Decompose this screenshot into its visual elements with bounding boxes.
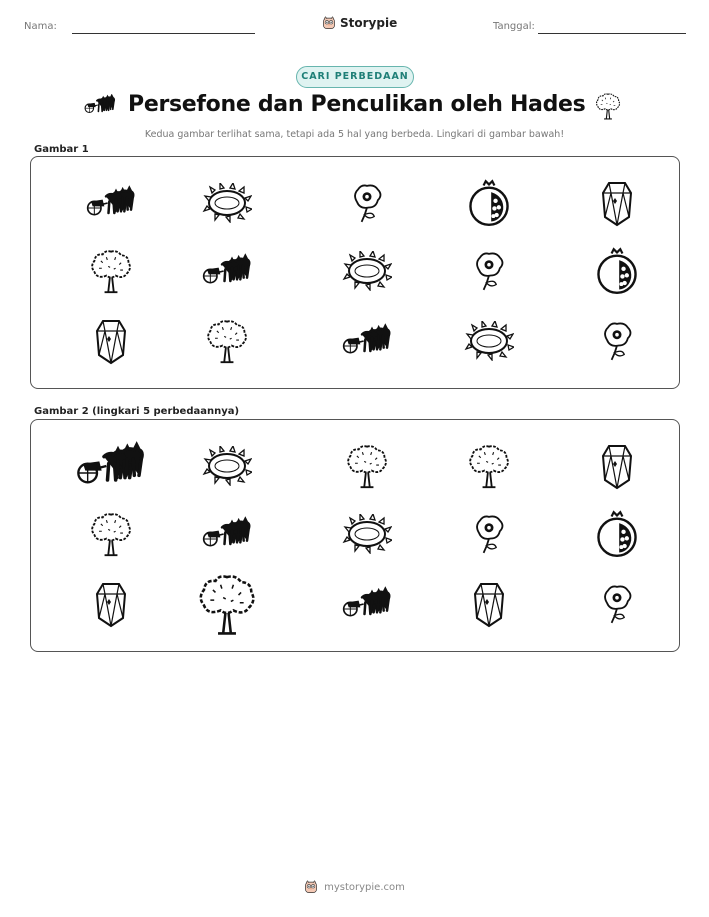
grid-cell[interactable]	[88, 510, 134, 558]
brand-name: Storypie	[340, 16, 398, 30]
flower-icon	[599, 318, 635, 364]
grid-cell[interactable]	[342, 514, 392, 554]
grid-cell	[86, 185, 136, 221]
footer	[0, 880, 709, 894]
grid-cell	[599, 318, 635, 364]
grid-cell	[471, 248, 507, 294]
chariot-icon	[342, 323, 392, 359]
name-label: Nama:	[24, 21, 57, 32]
brand-logo	[322, 16, 397, 30]
tree-icon	[195, 570, 259, 638]
wreath-icon	[464, 321, 514, 361]
grid-cell	[204, 317, 250, 365]
grid-cell[interactable]	[599, 442, 635, 490]
activity-badge: CARI PERBEDAAN	[296, 66, 414, 88]
grid-cell	[342, 251, 392, 291]
crystal-icon	[93, 317, 129, 365]
crystal-icon	[471, 580, 507, 628]
grid-cell[interactable]	[595, 510, 639, 558]
name-field[interactable]	[72, 33, 255, 34]
wreath-icon	[202, 183, 252, 223]
picture1-label: Gambar 1	[34, 144, 89, 155]
grid-cell	[464, 321, 514, 361]
picture2-panel[interactable]	[30, 419, 680, 652]
pomegranate-icon	[595, 247, 639, 295]
grid-cell	[467, 179, 511, 227]
grid-cell	[202, 253, 252, 289]
owl-icon	[322, 16, 336, 30]
flower-icon	[471, 248, 507, 294]
pomegranate-icon	[595, 510, 639, 558]
grid-cell	[599, 179, 635, 227]
flower-icon	[349, 180, 385, 226]
picture2-label: Gambar 2 (lingkari 5 perbedaannya)	[34, 406, 240, 417]
footer-url: mystorypie.com	[324, 881, 405, 893]
chariot-icon	[84, 94, 116, 116]
grid-cell[interactable]	[93, 580, 129, 628]
worksheet-header	[0, 16, 709, 40]
grid-cell[interactable]	[342, 586, 392, 622]
grid-cell	[595, 247, 639, 295]
chariot-icon	[342, 586, 392, 622]
grid-cell[interactable]	[195, 570, 259, 638]
crystal-icon	[599, 179, 635, 227]
wreath-icon	[342, 514, 392, 554]
grid-cell[interactable]	[599, 581, 635, 627]
chariot-icon	[76, 440, 146, 492]
tree-icon	[344, 442, 390, 490]
flower-icon	[599, 581, 635, 627]
tree-icon	[204, 317, 250, 365]
grid-cell[interactable]	[466, 442, 512, 490]
grid-cell[interactable]	[344, 442, 390, 490]
flower-icon	[471, 511, 507, 557]
owl-icon	[304, 880, 318, 894]
grid-cell	[342, 323, 392, 359]
wreath-icon	[202, 446, 252, 486]
grid-cell[interactable]	[76, 440, 146, 492]
chariot-icon	[86, 185, 136, 221]
grid-cell[interactable]	[202, 446, 252, 486]
grid-cell	[349, 180, 385, 226]
date-field[interactable]	[538, 33, 686, 34]
pomegranate-icon	[467, 179, 511, 227]
tree-icon	[88, 510, 134, 558]
grid-cell[interactable]	[471, 580, 507, 628]
tree-icon	[466, 442, 512, 490]
grid-cell[interactable]	[471, 511, 507, 557]
grid-cell	[88, 247, 134, 295]
chariot-icon	[202, 253, 252, 289]
title-row	[0, 92, 709, 124]
date-label: Tanggal:	[493, 21, 535, 32]
instructions: Kedua gambar terlihat sama, tetapi ada 5 hal yang berbeda. Lingkari di gambar bawah!	[144, 129, 565, 140]
chariot-icon	[202, 516, 252, 552]
tree-icon	[88, 247, 134, 295]
grid-cell[interactable]	[202, 516, 252, 552]
wreath-icon	[342, 251, 392, 291]
grid-cell	[93, 317, 129, 365]
crystal-icon	[599, 442, 635, 490]
grid-cell	[202, 183, 252, 223]
tree-icon	[594, 92, 622, 120]
picture1-panel	[30, 156, 680, 389]
page-title: Persefone dan Penculikan oleh Hades	[128, 92, 586, 117]
crystal-icon	[93, 580, 129, 628]
